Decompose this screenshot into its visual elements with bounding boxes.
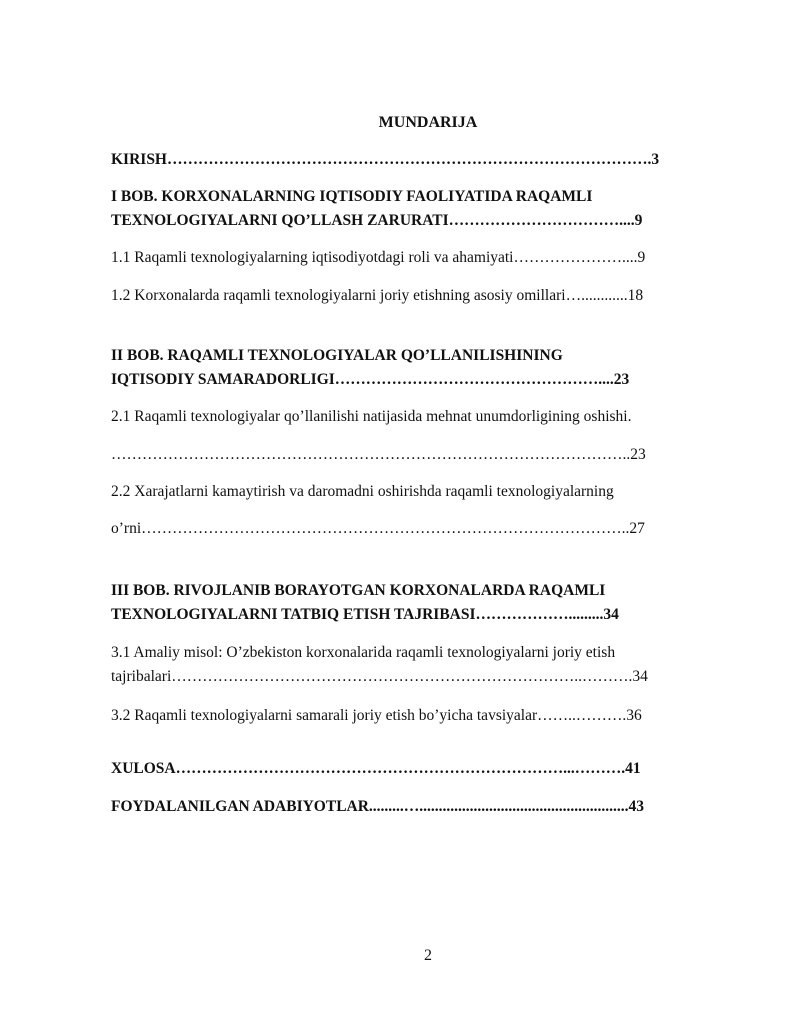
toc-entry-chapter-2-line-2: IQTISODIY SAMARADORLIGI……………………………………………....23 [111,371,630,388]
toc-entry-section-3-2: 3.2 Raqamli texnologiyalarni samarali joriy etish bo’yicha tavsiyalar……..……….36 [111,707,642,724]
toc-entry-section-1-1: 1.1 Raqamli texnologiyalarning iqtisodiyotdagi roli va ahamiyati…………………....9 [111,249,646,266]
toc-entry-xulosa: XULOSA…………………………………………………………………...……….41 [111,760,641,777]
toc-entry-chapter-3-line-2: TEXNOLOGIYALARNI TATBIQ ETISH TAJRIBASI……………….........34 [111,606,619,623]
toc-entry-section-2-1-line-2: ………………………………………………………………………………………..23 [111,446,646,463]
toc-entry-chapter-3-line-1: III BOB. RIVOJLANIB BORAYOTGAN KORXONALARDA RAQAMLI [111,582,606,599]
toc-entry-section-2-1-line-1: 2.1 Raqamli texnologiyalar qo’llanilishi natijasida mehnat unumdorligining oshishi. [111,408,632,425]
toc-entry-section-1-2: 1.2 Korxonalarda raqamli texnologiyalarni joriy etishning asosiy omillari…............18 [111,287,644,304]
toc-entry-section-2-2-line-2: o’rni…………………………………………………………………………………..27 [111,520,645,537]
toc-entry-kirish: KIRISH………………………………………………………………………………….3 [111,151,660,168]
toc-entry-section-2-2-line-1: 2.2 Xarajatlarni kamaytirish va daromadni oshirishda raqamli texnologiyalarning [111,483,614,500]
toc-entry-section-3-1-line-2: tajribalari……………………………………………………………………..……….34 [111,668,648,685]
toc-entry-adabiyotlar: FOYDALANILGAN ADABIYOTLAR.........…......................................................43 [111,798,645,815]
toc-entry-chapter-2-line-1: II BOB. RAQAMLI TEXNOLOGIYALAR QO’LLANILISHINING [111,347,563,364]
toc-entry-chapter-1-line-2: TEXNOLOGIYALARNI QO’LLASH ZARURATI……………………………....9 [111,212,643,229]
page-number: 2 [424,947,432,964]
page-title: MUNDARIJA [378,114,478,131]
toc-entry-chapter-1-line-1: I BOB. KORXONALARNING IQTISODIY FAOLIYATIDA RAQAMLI [111,188,593,205]
toc-entry-section-3-1-line-1: 3.1 Amaliy misol: O’zbekiston korxonalarida raqamli texnologiyalarni joriy etish [111,644,616,661]
